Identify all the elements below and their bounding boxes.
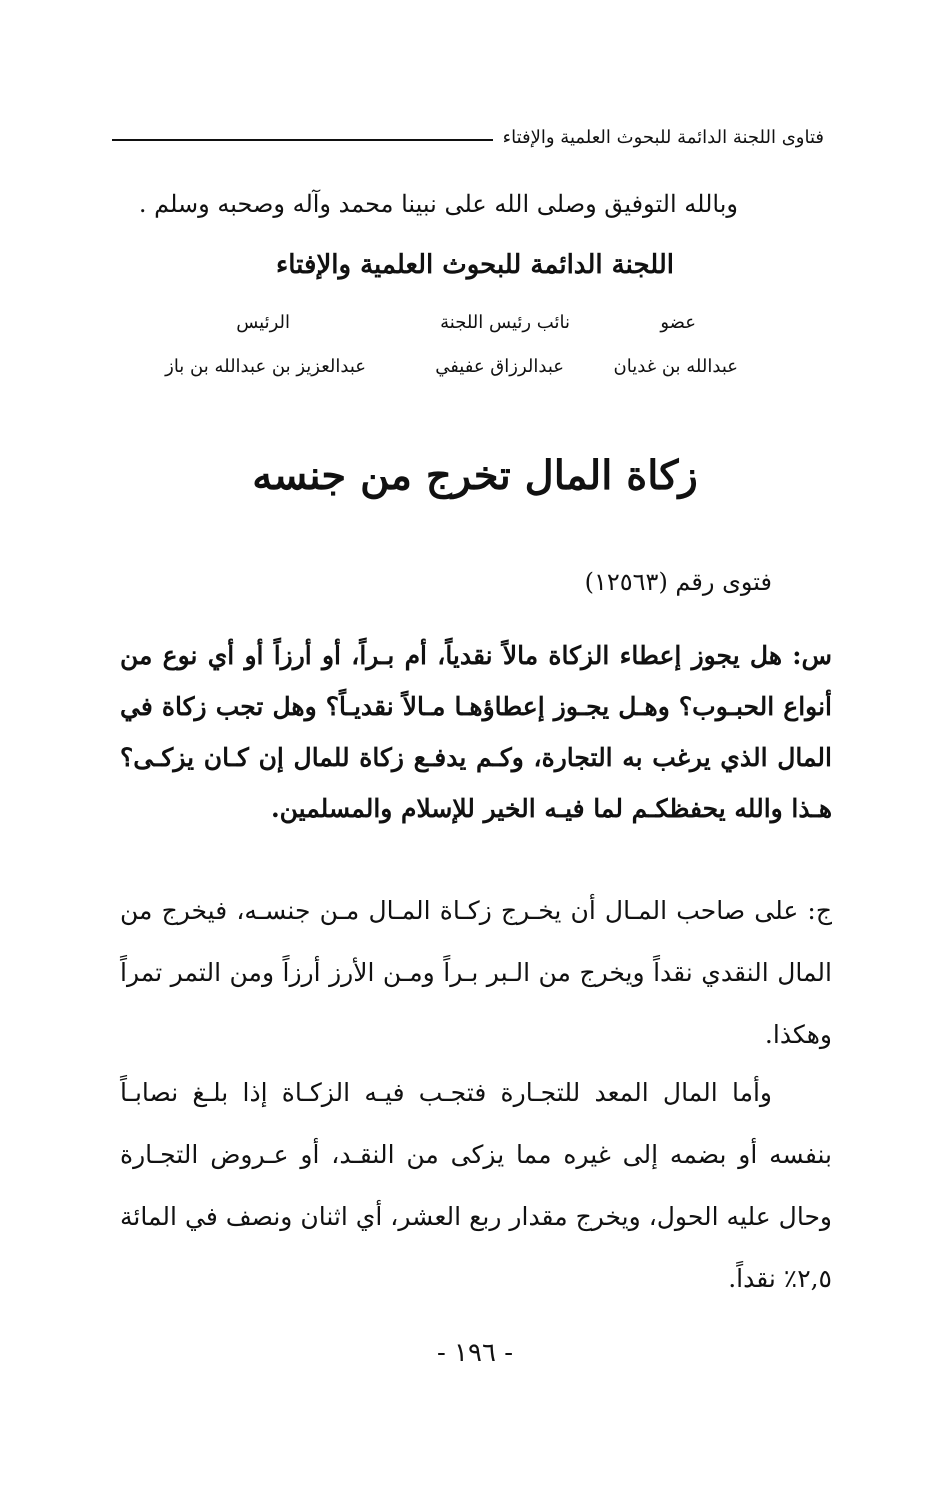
signatory-name-president: عبدالعزيز بن عبدالله بن باز [165,356,366,377]
fatwa-number: فتوى رقم (١٢٥٦٣) [584,568,772,596]
header-rule [112,139,493,141]
signatory-name-deputy: عبدالرزاق عفيفي [435,356,564,377]
question-paragraph: س: هل يجوز إعطاء الزكاة مالاً نقدياً، أم بـراً، أو أرزاً أو أي نوع من أنواع الحبـوب؟ وهـل يجـوز إعطاؤهـا مـالاً نقديـاً؟ وهل تجب زكاة في المال الذي يرغب به التجارة، وكـم يدفـع زكاة للمال إن كـان يزكـى؟ هـذا والله يحفظكـم لما فيـه الخير للإسلام والمسلمين. [120,641,832,823]
signatory-title-president: الرئيس [236,312,290,333]
fatwa-title: زكاة المال تخرج من جنسه [252,452,698,499]
running-header-title: فتاوى اللجنة الدائمة للبحوث العلمية والإفتاء [502,126,824,148]
signatory-name-member: عبدالله بن غديان [613,356,738,377]
signatory-title-deputy: نائب رئيس اللجنة [440,312,570,333]
page-number: - ١٩٦ - [436,1338,514,1368]
running-header [112,120,824,154]
answer-paragraph-2: وأما المال المعد للتجـارة فتجـب فيـه الزكـاة إذا بلـغ نصابـاً بنفسه أو بضمه إلى غيره مما يزكى من النقـد، أو عـروض التجـارة وحال عليه الحول، ويخرج مقدار ربع العشر، أي اثنان ونصف في المائة ٢,٥٪ نقداً. [120,1078,832,1293]
committee-name: اللجنة الدائمة للبحوث العلمية والإفتاء [276,250,674,280]
closing-line: وبالله التوفيق وصلى الله على نبينا محمد وآله وصحبه وسلم . [138,190,738,218]
answer-paragraph-1: ج: على صاحب المـال أن يخـرج زكـاة المـال مـن جنسـه، فيخرج من المال النقدي نقداً ويخرج من الـبر بـراً ومـن الأرز أرزاً ومن التمر تمراً وهكذا. [120,896,832,1049]
signatory-title-member: عضو [660,312,696,333]
